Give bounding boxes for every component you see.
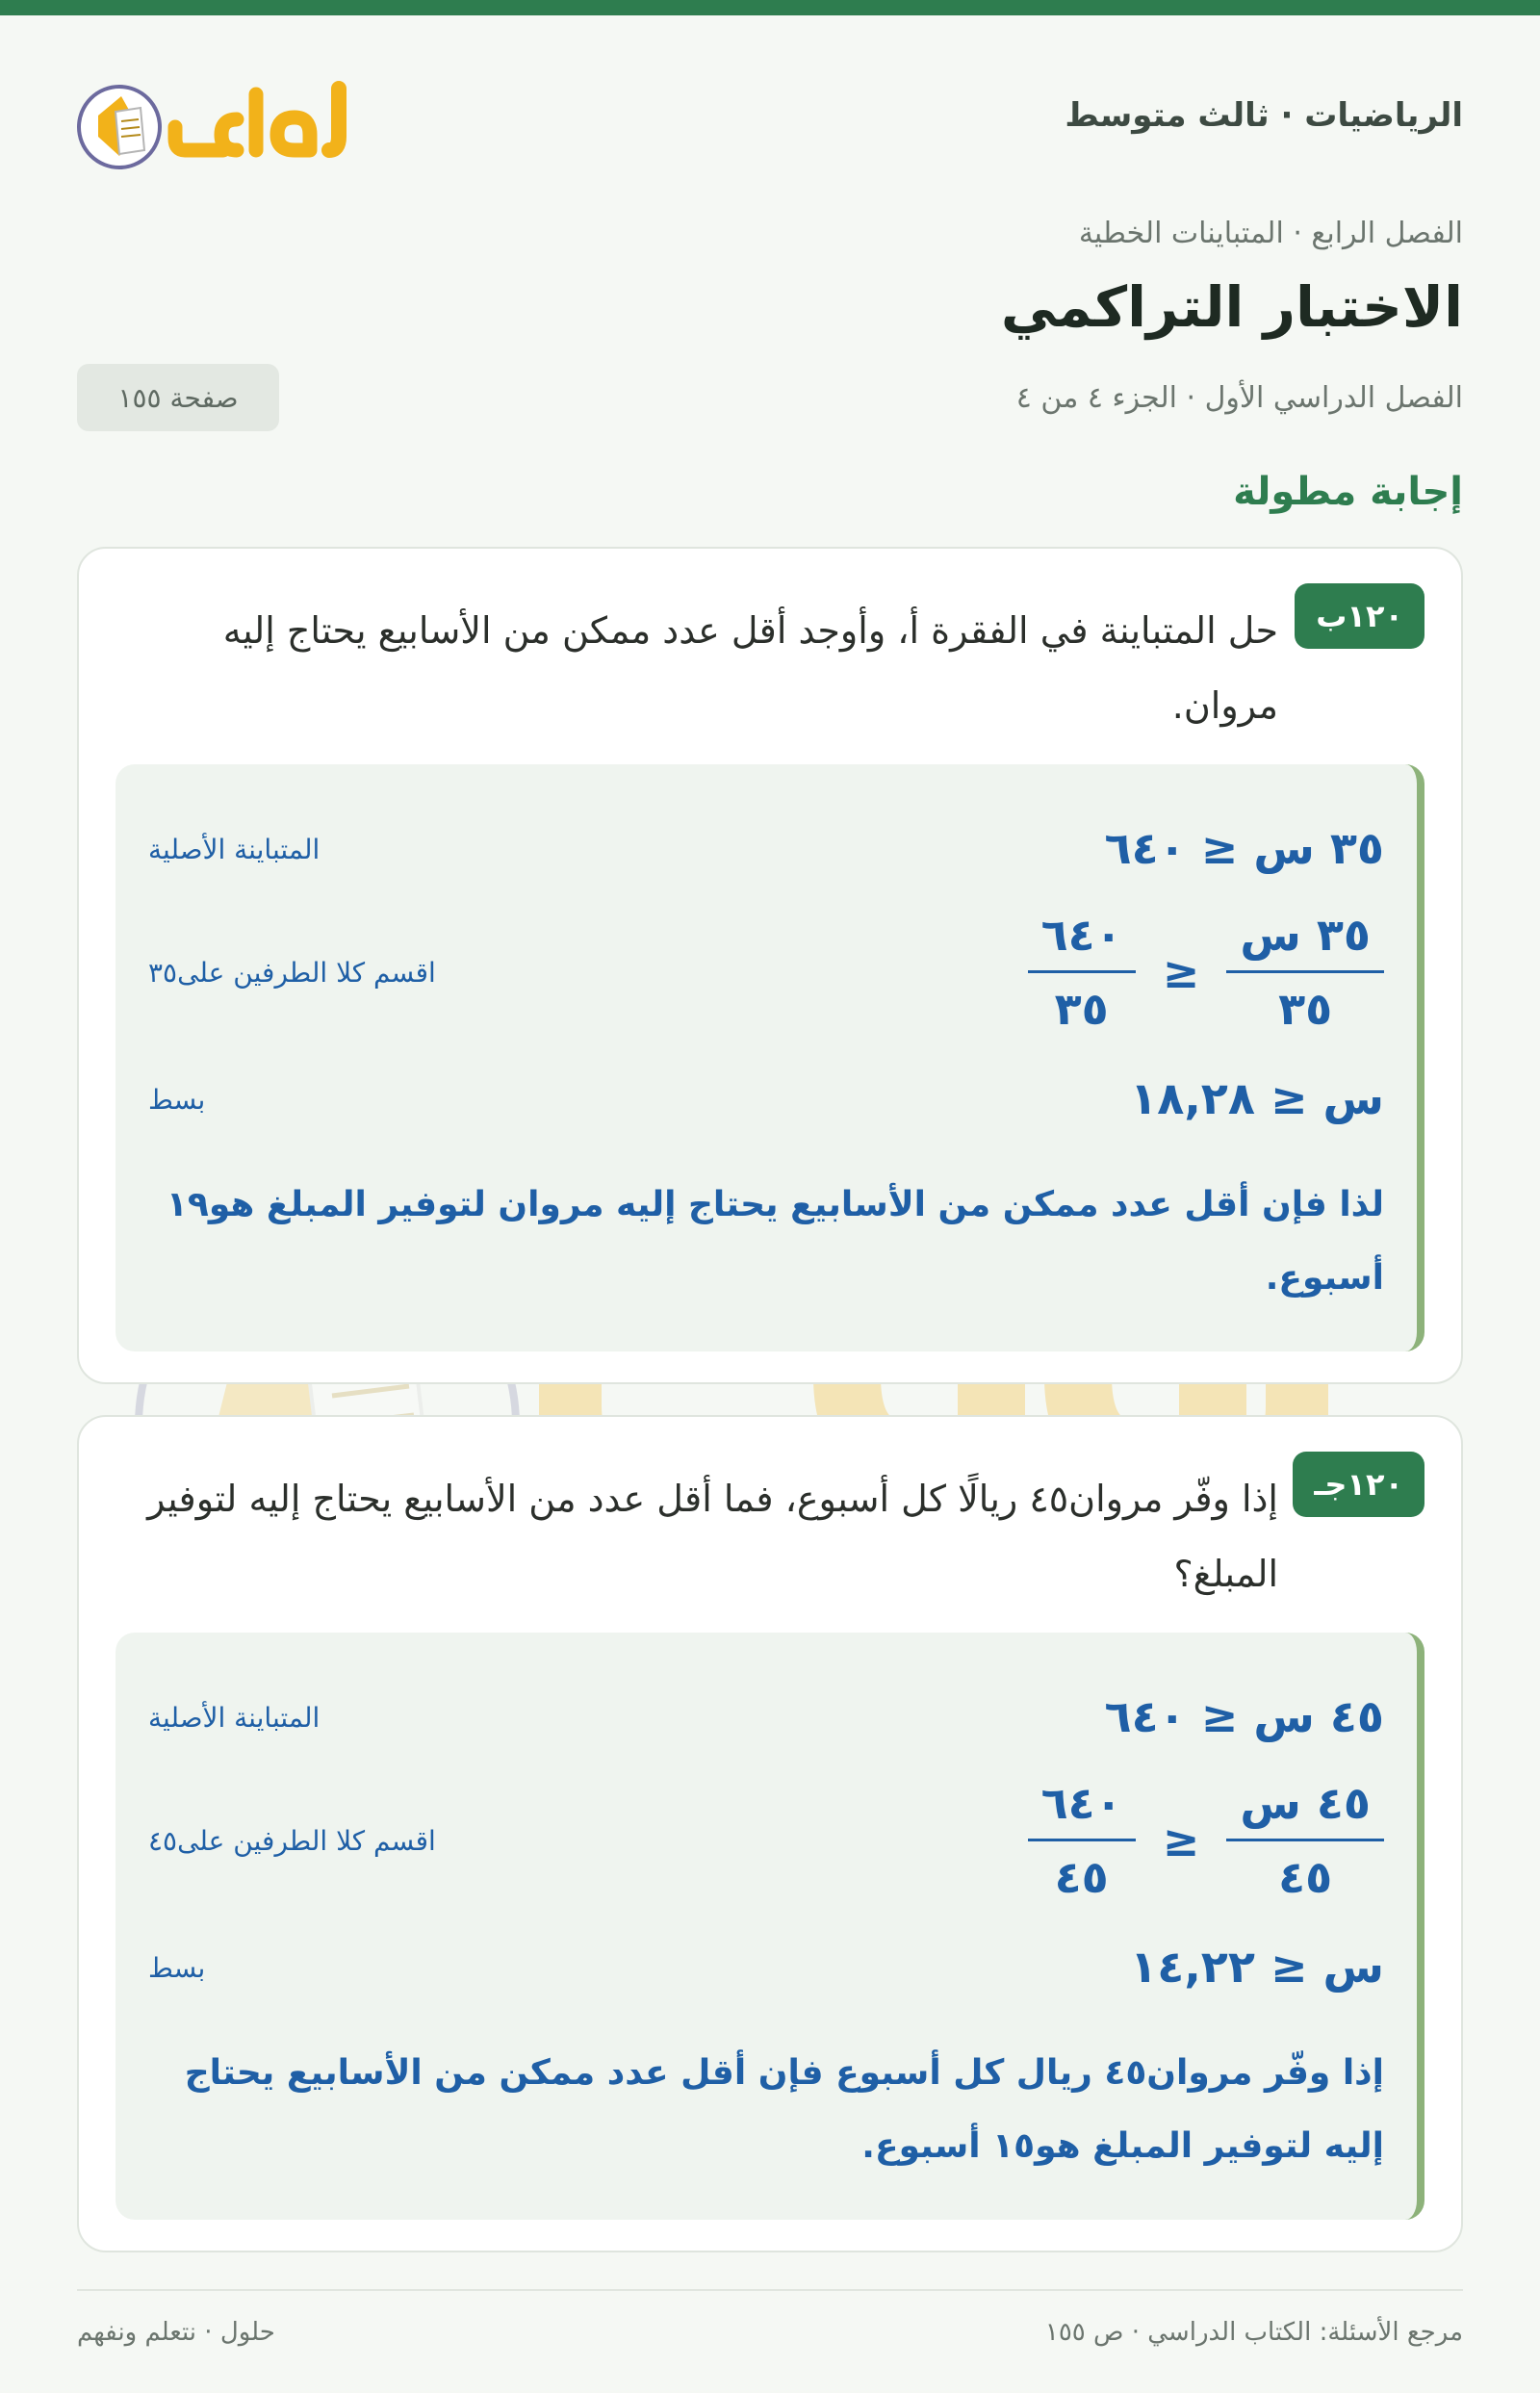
- question-card: [77, 1415, 1463, 2252]
- step-note: بسط: [148, 1084, 206, 1116]
- footer-reference: مرجع الأسئلة: الكتاب الدراسي · ص ١٥٥: [1044, 2318, 1463, 2347]
- breadcrumb[interactable]: الفصل الرابع · المتباينات الخطية: [1078, 217, 1463, 250]
- top-accent-bar: [0, 0, 1540, 15]
- fraction-left: [1226, 909, 1384, 1035]
- fraction-expression: [1028, 1777, 1384, 1903]
- solution-step: [116, 1941, 1417, 2008]
- solution-step: [116, 1072, 1417, 1140]
- solution-conclusion: لذا فإن أقل عدد ممكن من الأسابيع يحتاج إليه مروان لتوفير المبلغ هو١٩ أسبوع.: [166, 1185, 1384, 1298]
- question-text: إذا وفّر مروان٤٥ ريالًا كل أسبوع، فما أقل عدد من الأسابيع يحتاج إليه لتوفير المبلغ؟: [147, 1478, 1278, 1595]
- footer-brand: حلول · نتعلم ونفهم: [77, 2318, 275, 2347]
- term-info: الفصل الدراسي الأول · الجزء ٤ من ٤: [1015, 381, 1463, 415]
- step-math: ٤٥ س ≤ ٦٤٠: [1104, 1690, 1384, 1742]
- step-note: المتباينة الأصلية: [148, 1702, 321, 1734]
- inequality-operator: ≤: [1162, 1814, 1200, 1866]
- fraction-numerator: ٦٤٠: [1028, 1777, 1136, 1841]
- section-title: إجابة مطولة: [1233, 470, 1463, 514]
- solution-box: [116, 764, 1424, 1351]
- fraction-denominator: ٤٥: [1054, 1851, 1109, 1903]
- question-text: حل المتباينة في الفقرة أ، وأوجد أقل عدد ممكن من الأسابيع يحتاج إليه مروان.: [222, 609, 1278, 727]
- fraction-right: [1028, 909, 1136, 1035]
- step-note: بسط: [148, 1952, 206, 1984]
- step-note: اقسم كلا الطرفين على٤٥: [148, 1825, 436, 1857]
- fraction-expression: [1028, 909, 1384, 1035]
- question-card: [77, 547, 1463, 1384]
- page-number-badge: صفحة ١٥٥: [77, 364, 279, 431]
- fraction-numerator: ٣٥ س: [1226, 909, 1384, 973]
- solution-step: [116, 1777, 1417, 1902]
- question-number-badge: ١٢٠جـ: [1293, 1452, 1424, 1517]
- fraction-right: [1028, 1777, 1136, 1903]
- fraction-denominator: ٣٥: [1054, 983, 1109, 1035]
- solution-step: [116, 1690, 1417, 1758]
- solution-box: [116, 1633, 1424, 2220]
- hulul-logo-icon[interactable]: [77, 67, 346, 183]
- step-note: المتباينة الأصلية: [148, 834, 321, 865]
- fraction-left: [1226, 1777, 1384, 1903]
- step-note: اقسم كلا الطرفين على٣٥: [148, 957, 436, 989]
- solution-conclusion: إذا وفّر مروان٤٥ ريال كل أسبوع فإن أقل عدد ممكن من الأسابيع يحتاج إليه لتوفير المبلغ هو١٥ أسبوع.: [184, 2053, 1384, 2166]
- fraction-denominator: ٣٥: [1278, 983, 1333, 1035]
- inequality-operator: ≤: [1162, 945, 1200, 998]
- solution-step: [116, 822, 1417, 889]
- footer-divider: [77, 2289, 1463, 2291]
- step-math: ٣٥ س ≤ ٦٤٠: [1104, 822, 1384, 874]
- step-math: س ≤ ١٨,٢٨: [1130, 1072, 1384, 1124]
- question-number-badge: ١٢٠ب: [1295, 583, 1424, 649]
- fraction-numerator: ٦٤٠: [1028, 909, 1136, 973]
- page-header: [77, 67, 1463, 183]
- fraction-denominator: ٤٥: [1278, 1851, 1333, 1903]
- step-math: س ≤ ١٤,٢٢: [1130, 1941, 1384, 1993]
- solution-step: [116, 909, 1417, 1034]
- subject-label: الرياضيات · ثالث متوسط: [1065, 96, 1463, 135]
- fraction-numerator: ٤٥ س: [1226, 1777, 1384, 1841]
- page-title: الاختبار التراكمي: [1000, 274, 1463, 340]
